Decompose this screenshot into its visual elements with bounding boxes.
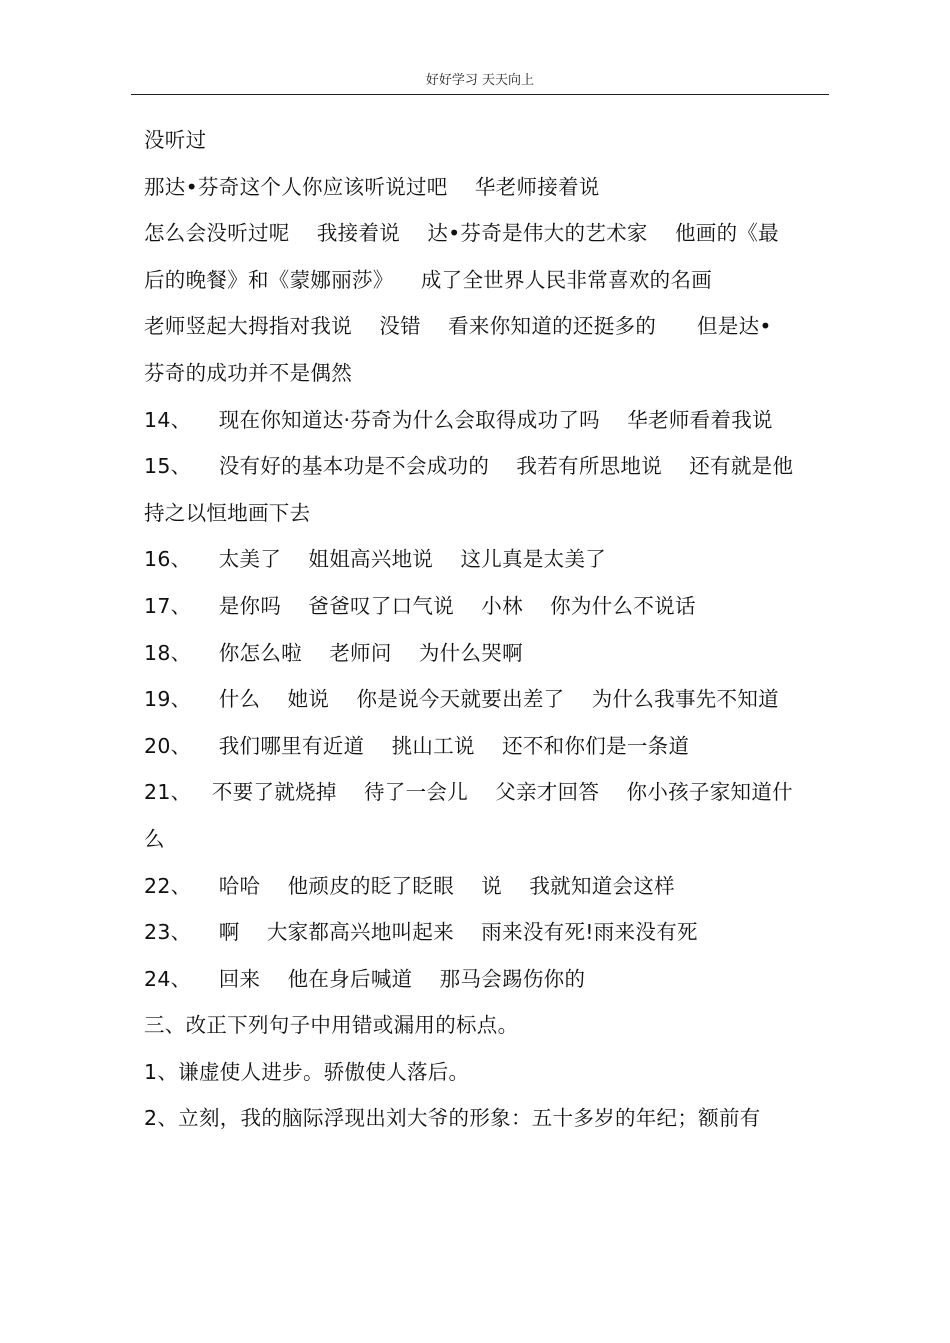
text-line: 21、 不要了就烧掉 待了一会儿 父亲才回答 你小孩子家知道什 — [144, 780, 793, 805]
text-line: 老师竖起大拇指对我说 没错 看来你知道的还挺多的 但是达• — [144, 314, 772, 339]
text-line: 22、 哈哈 他顽皮的眨了眨眼 说 我就知道会这样 — [144, 873, 675, 898]
text-line: 23、 啊 大家都高兴地叫起来 雨来没有死!雨来没有死 — [144, 920, 698, 945]
text-line: 19、 什么 她说 你是说今天就要出差了 为什么我事先不知道 — [144, 687, 779, 712]
text-line: 芬奇的成功并不是偶然 — [144, 360, 352, 385]
text-line: 14、 现在你知道达·芬奇为什么会取得成功了吗 华老师看着我说 — [144, 407, 773, 432]
section-heading: 三、改正下列句子中用错或漏用的标点。 — [144, 1013, 519, 1038]
text-line: 20、 我们哪里有近道 挑山工说 还不和你们是一条道 — [144, 733, 690, 758]
page-header: 好好学习 天天向上 — [131, 70, 829, 95]
text-line: 18、 你怎么啦 老师问 为什么哭啊 — [144, 640, 523, 665]
text-line: 怎么会没听过呢 我接着说 达•芬奇是伟大的艺术家 他画的《最 — [144, 221, 779, 246]
text-line: 后的晚餐》和《蒙娜丽莎》 成了全世界人民非常喜欢的名画 — [144, 267, 713, 292]
text-line: 17、 是你吗 爸爸叹了口气说 小林 你为什么不说话 — [144, 593, 696, 618]
text-line: 么 — [144, 826, 165, 851]
text-line: 2、立刻，我的脑际浮现出刘大爷的形象：五十多岁的年纪；额前有 — [144, 1106, 761, 1131]
text-line: 15、 没有好的基本功是不会成功的 我若有所思地说 还有就是他 — [144, 454, 794, 479]
text-line: 那达•芬奇这个人你应该听说过吧 华老师接着说 — [144, 174, 600, 199]
text-line: 16、 太美了 姐姐高兴地说 这儿真是太美了 — [144, 547, 607, 572]
text-line: 没听过 — [144, 128, 207, 152]
text-line: 1、谦虚使人进步。骄傲使人落后。 — [144, 1059, 470, 1084]
text-line: 24、 回来 他在身后喊道 那马会踢伤你的 — [144, 966, 586, 991]
text-line: 持之以恒地画下去 — [144, 500, 311, 525]
document-body — [144, 117, 816, 1142]
